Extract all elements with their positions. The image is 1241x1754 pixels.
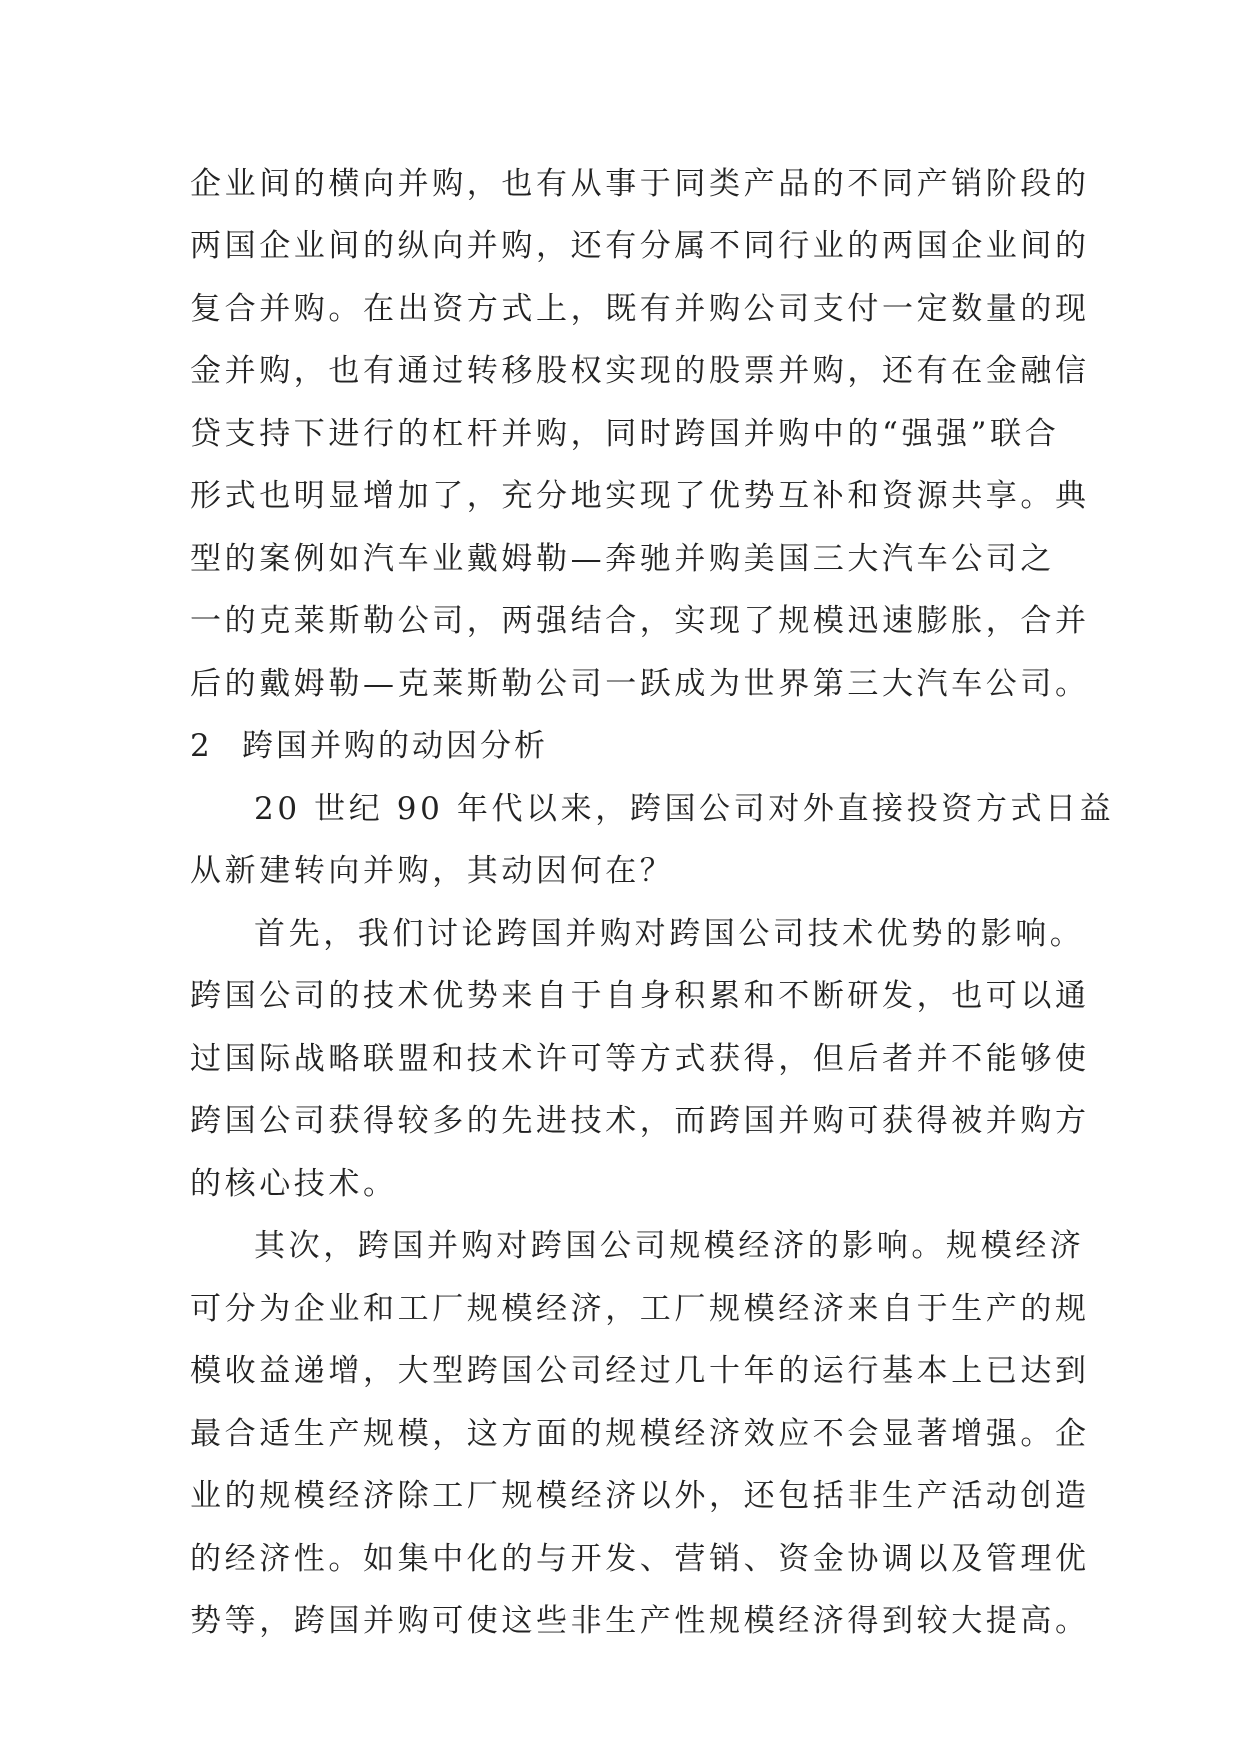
text-line: 贷支持下进行的杠杆并购，同时跨国并购中的“强强”联合 — [190, 416, 1060, 452]
text-line: 企业间的横向并购，也有从事于同类产品的不同产销阶段的 — [190, 166, 1090, 202]
text-line: 跨国公司获得较多的先进技术，而跨国并购可获得被并购方 — [190, 1103, 1090, 1139]
text-line: 形式也明显增加了，充分地实现了优势互补和资源共享。典 — [190, 478, 1090, 514]
text-line: 首先，我们讨论跨国并购对跨国公司技术优势的影响。 — [254, 916, 1085, 952]
text-line: 金并购，也有通过转移股权实现的股票并购，还有在金融信 — [190, 353, 1090, 389]
text-line: 最合适生产规模，这方面的规模经济效应不会显著增强。企 — [190, 1416, 1090, 1452]
text-line: 20 世纪 90 年代以来，跨国公司对外直接投资方式日益 — [254, 791, 1115, 827]
text-line: 业的规模经济除工厂规模经济以外，还包括非生产活动创造 — [190, 1478, 1090, 1514]
section-title: 跨国并购的动因分析 — [242, 728, 548, 764]
text-line: 势等，跨国并购可使这些非生产性规模经济得到较大提高。 — [190, 1603, 1090, 1639]
text-line: 其次，跨国并购对跨国公司规模经济的影响。规模经济 — [254, 1228, 1085, 1264]
text-line: 过国际战略联盟和技术许可等方式获得，但后者并不能够使 — [190, 1041, 1090, 1077]
text-line: 的核心技术。 — [190, 1166, 398, 1202]
section-number: 2 — [190, 728, 210, 764]
text-line: 可分为企业和工厂规模经济，工厂规模经济来自于生产的规 — [190, 1291, 1090, 1327]
text-line: 从新建转向并购，其动因何在？ — [190, 853, 675, 889]
section-heading — [190, 726, 548, 766]
text-line: 后的戴姆勒—克莱斯勒公司一跃成为世界第三大汽车公司。 — [190, 666, 1090, 702]
text-line: 复合并购。在出资方式上，既有并购公司支付一定数量的现 — [190, 291, 1090, 327]
text-line: 的经济性。如集中化的与开发、营销、资金协调以及管理优 — [190, 1541, 1090, 1577]
text-line: 一的克莱斯勒公司，两强结合，实现了规模迅速膨胀，合并 — [190, 603, 1090, 639]
text-line: 模收益递增，大型跨国公司经过几十年的运行基本上已达到 — [190, 1353, 1090, 1389]
text-line: 型的案例如汽车业戴姆勒—奔驰并购美国三大汽车公司之 — [190, 541, 1055, 577]
text-line: 跨国公司的技术优势来自于自身积累和不断研发，也可以通 — [190, 978, 1090, 1014]
text-line: 两国企业间的纵向并购，还有分属不同行业的两国企业间的 — [190, 228, 1090, 264]
